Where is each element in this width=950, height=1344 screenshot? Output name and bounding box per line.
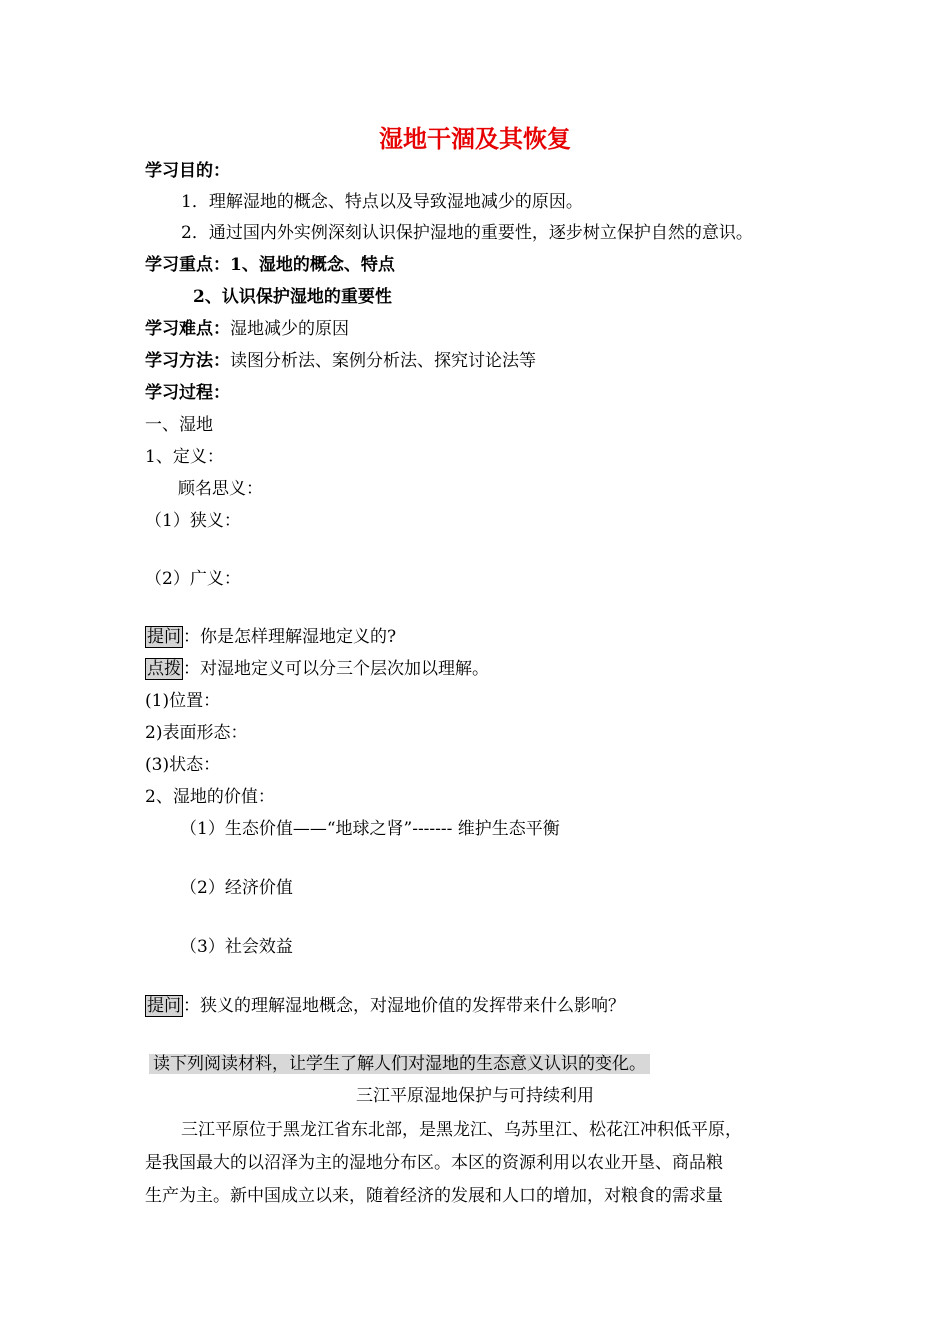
difficulty-line (145, 318, 349, 340)
level-state: (3)状态： (145, 755, 221, 775)
level-surface: 2)表面形态： (145, 723, 248, 743)
level-position: (1)位置： (145, 691, 221, 711)
key-point-item-2 (193, 286, 392, 308)
value-social: （3）社会效益 (180, 937, 293, 957)
reading-paragraph-line-2: 是我国最大的以沼泽为主的湿地分布区。本区的资源利用以农业开垦、商品粮 (145, 1153, 723, 1173)
definition-heading: 1、定义： (145, 447, 224, 467)
question-1-text: ：你是怎样理解湿地定义的? (183, 627, 397, 647)
key-points-line (145, 254, 395, 276)
reading-paragraph-line-1: 三江平原位于黑龙江省东北部，是黑龙江、乌苏里江、松花江冲积低平原， (181, 1120, 742, 1140)
reading-paragraph-line-3: 生产为主。新中国成立以来，随着经济的发展和人口的增加，对粮食的需求量 (145, 1186, 723, 1206)
question-1 (145, 626, 396, 648)
question-2 (145, 995, 625, 1017)
hint-1-text: ：对湿地定义可以分三个层次加以理解。 (183, 659, 489, 679)
objective-item-2: 2．通过国内外实例深刻认识保护湿地的重要性，逐步树立保护自然的意识。 (181, 223, 753, 243)
objective-item-1: 1．理解湿地的概念、特点以及导致湿地减少的原因。 (181, 192, 583, 212)
value-ecological: （1）生态价值——“地球之肾”------- 维护生态平衡 (180, 819, 560, 839)
reading-instruction (149, 1053, 650, 1075)
methods-text: 读图分析法、案例分析法、探究讨论法等 (230, 351, 536, 371)
methods-label: 学习方法： (145, 351, 230, 371)
question-2-text: ：狭义的理解湿地概念，对湿地价值的发挥带来什么影响？ (183, 996, 625, 1016)
key-point-item-1: 1、湿地的概念、特点 (230, 255, 395, 275)
methods-line (145, 350, 536, 372)
value-economic: （2）经济价值 (180, 878, 293, 898)
section-wetland-heading: 一、湿地 (145, 415, 213, 435)
key-point-item-2-text: 2、认识保护湿地的重要性 (193, 287, 392, 307)
question-tag: 提问 (147, 996, 181, 1016)
difficulty-label: 学习难点： (145, 319, 230, 339)
reading-instruction-text: 读下列阅读材料，让学生了解人们对湿地的生态意义认识的变化。 (149, 1054, 650, 1074)
values-heading: 2、湿地的价值： (145, 787, 275, 807)
hint-tag: 点拨 (147, 659, 181, 679)
reading-title: 三江平原湿地保护与可持续利用 (356, 1086, 594, 1106)
document-title: 湿地干涸及其恢复 (379, 124, 571, 153)
literal-meaning: 顾名思义： (178, 479, 263, 499)
narrow-definition: （1）狭义： (145, 511, 241, 531)
broad-definition: （2）广义： (145, 569, 241, 589)
key-points-label: 学习重点： (145, 255, 230, 275)
process-heading: 学习过程： (145, 383, 230, 403)
difficulty-text: 湿地减少的原因 (230, 319, 349, 339)
question-tag: 提问 (147, 627, 181, 647)
hint-1 (145, 658, 489, 680)
objectives-heading: 学习目的： (145, 161, 230, 181)
